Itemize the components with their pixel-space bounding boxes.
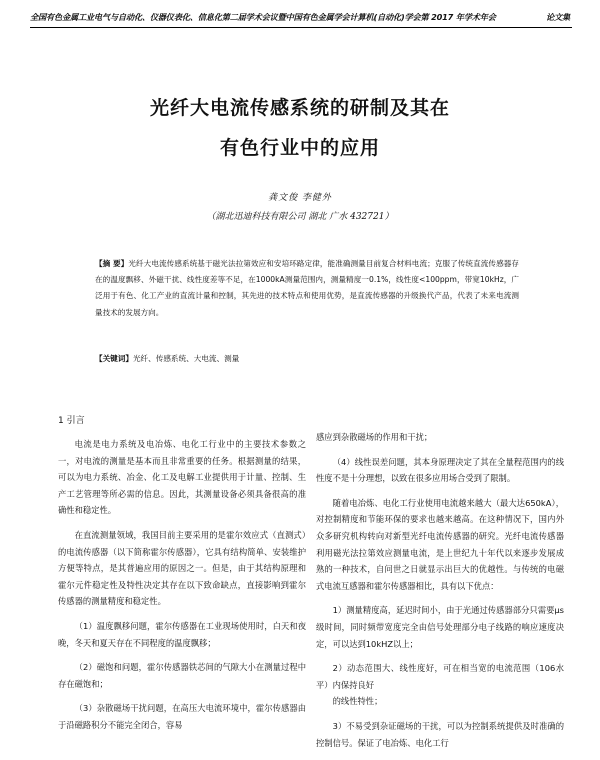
body-paragraph: 电流是电力系统及电冶炼、电化工行业中的主要技术参数之一，对电流的测量是基本而且非常重要的任务。根据测量的结果，可以为电力系统、冶金、化工及电解工业提供用于计量、控制、生产工艺管理等所必需的信息。因此，其测量设备必须具备很高的准确性和稳定性。	[58, 439, 306, 516]
list-item: 3）不易受到杂证磁场的干扰，可以为控制系统提供及时准确的控制信号。保证了电冶炼、电化工行	[316, 720, 564, 748]
body-paragraph: 随着电冶炼、电化工行业使用电流越来越大（最大达650kA），对控制精度和节能环保的要求也越来越高。在这种情况下，国内外众多研究机构转向对新型光纤电流传感器的研究。光纤电流传感器利用磁光法拉第效应测量电流，是上世纪九十年代以来逐步发展成熟的一种技术，自问世之日就显示出巨大的优越性。与传统的电磁式电流互感器和霍尔传感器相比，具有以下优点：	[316, 497, 564, 591]
keywords-label: 【关键词】	[95, 354, 133, 363]
section-heading-introduction: 1 引言	[58, 416, 85, 426]
list-item: （1）温度飘移问题，霍尔传感器在工业现场使用时，白天和夜晚，冬天和夏天存在不同程度的温度飘移；	[58, 620, 306, 648]
body-paragraph: 感应到杂散磁场的作用和干扰；	[316, 432, 433, 442]
keywords	[95, 352, 519, 366]
list-item: （3）杂散磁场干扰问题，在高压大电流环境中，霍尔传感器由于沿磁路积分不能完全闭合，容易	[58, 703, 306, 730]
list-item: 的线性特性；	[332, 696, 383, 707]
list-item: 1）测量精度高，延迟时间小，由于光通过传感器部分只需要μs级时间，同时频带宽度完全由信号处理部分电子线路的响应速度决定，可以达到10kHZ以上；	[316, 605, 564, 649]
affiliation: （湖北迅迪科技有限公司 湖北 广水 432721）	[206, 212, 394, 222]
left-column	[58, 413, 306, 734]
running-header-title: 全国有色金属工业电气与自动化、仪器仪表化、信息化第二届学术会议暨中国有色金属学会计算机(自动化)学会第 2017 年学术年会	[30, 12, 496, 22]
header-rule	[30, 27, 572, 28]
abstract-text: 光纤大电流传感系统基于磁光法拉第效应和安培环路定律，能准确测量目前复合材料电流；克服了传统直流传感器存在的温度飘移、外磁干扰、线性度差等不足，在1000kA测量范围内，测量精度一0.1%，线性度<100ppm，带宽10kHz，广泛用于有色、化工产业的直流计量和控制，其先进的技术特点和使用优势，是直流传感器的升级换代产品，代表了未来电流测量技术的发展方向。	[95, 259, 519, 317]
right-column	[316, 429, 564, 751]
list-item: （4）线性误差问题，其本身原理决定了其在全量程范围内的线性度不是十分理想，以致在很多应用场合受到了限制。	[316, 456, 564, 484]
authors: 龚文俊 李健外	[268, 193, 332, 203]
running-header	[30, 12, 570, 23]
paper-title-line-2: 有色行业中的应用	[219, 137, 380, 159]
abstract	[95, 256, 519, 321]
keywords-text: 光纤、传感系统、大电流、测量	[132, 354, 240, 363]
list-item: 2）动态范围大、线性度好，可在相当宽的电流范围（106水平）内保持良好	[316, 663, 564, 690]
paper-title-line-1: 光纤大电流传感系统的研制及其在	[149, 97, 450, 119]
list-item: （2）磁饱和问题，霍尔传感器铁芯间的气隙大小在测量过程中存在磁饱和；	[58, 662, 306, 689]
body-paragraph: 在直流测量领域，我国目前主要采用的是霍尔效应式（直测式）的电流传感器（以下简称霍尔传感器），它具有结构简单、安装维护方便等特点，是其普遍应用的原因之一。但是，由于其结构原理和霍尔元件稳定性及特性决定其存在以下致命缺点，直接影响到霍尔传感器的测量精度和稳定性。	[58, 529, 306, 607]
running-header-section: 论文集	[546, 12, 570, 22]
abstract-label: 【摘 要】	[95, 259, 129, 268]
